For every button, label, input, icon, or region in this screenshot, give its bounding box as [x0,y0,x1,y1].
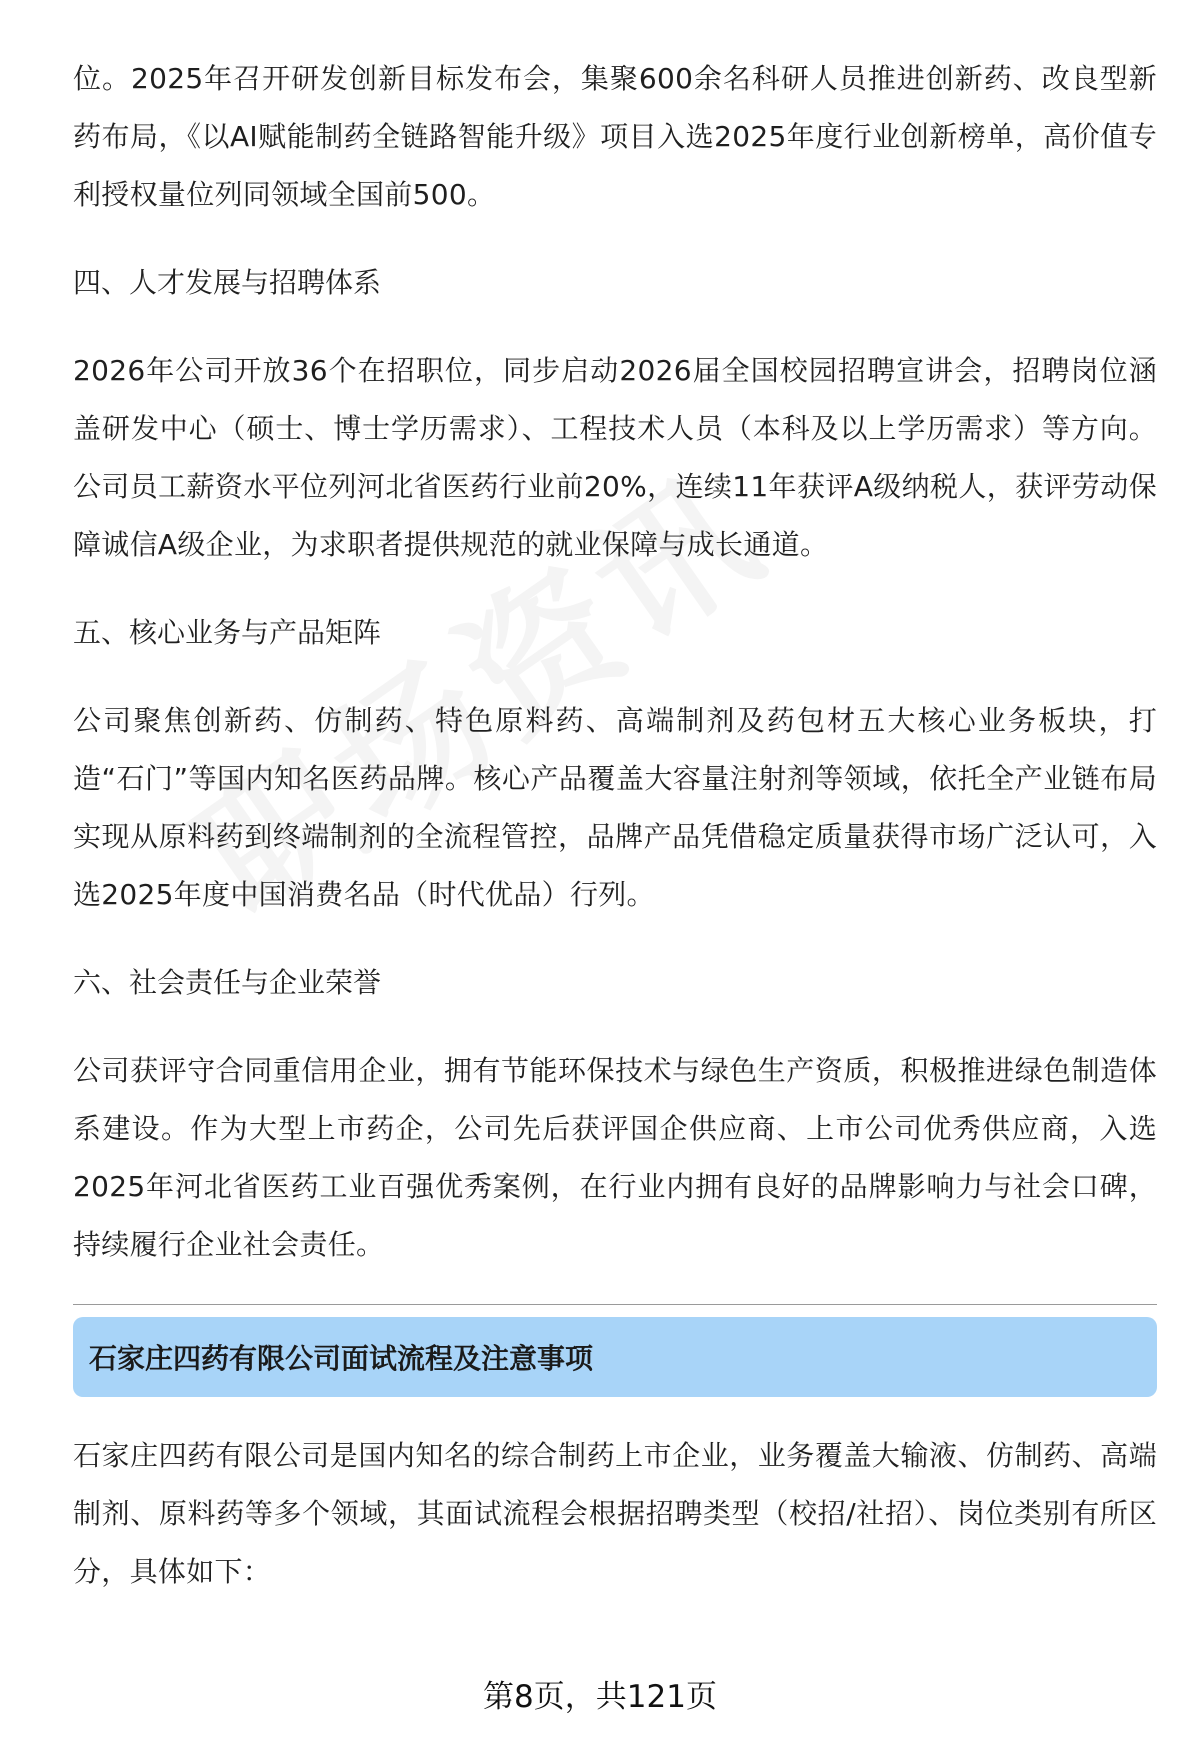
heading-talent: 四、人才发展与招聘体系 [73,266,382,299]
section-banner [73,1317,1157,1397]
page-number: 第8页，共121页 [483,1679,717,1715]
section-banner-title: 石家庄四药有限公司面试流程及注意事项 [89,1342,594,1375]
paragraph-business: 公司聚焦创新药、仿制药、特色原料药、高端制剂及药包材五大核心业务板块，打造“石门”等国内知名医药品牌。核心产品覆盖大容量注射剂等领域，依托全产业链布局实现从原料药到终端制剂的全流程管控，品牌产品凭借稳定质量获得市场广泛认可，入选2025年度中国消费名品（时代优品）行列。 [73,704,1157,911]
document-body [73,50,1157,1631]
section-divider [73,1304,1157,1305]
heading-responsibility: 六、社会责任与企业荣誉 [73,966,382,999]
paragraph-talent: 2026年公司开放36个在招职位，同步启动2026届全国校园招聘宣讲会，招聘岗位涵盖研发中心（硕士、博士学历需求）、工程技术人员（本科及以上学历需求）等方向。公司员工薪资水平位列河北省医药行业前20%，连续11年获评A级纳税人，获评劳动保障诚信A级企业，为求职者提供规范的就业保障与成长通道。 [73,354,1157,561]
paragraph-rd-tail: 位。2025年召开研发创新目标发布会，集聚600余名科研人员推进创新药、改良型新药布局，《以AI赋能制药全链路智能升级》项目入选2025年度行业创新榜单，高价值专利授权量位列同领域全国前500。 [73,62,1157,211]
paragraph-interview-intro: 石家庄四药有限公司是国内知名的综合制药上市企业，业务覆盖大输液、仿制药、高端制剂、原料药等多个领域，其面试流程会根据招聘类型（校招/社招）、岗位类别有所区分，具体如下： [73,1439,1157,1588]
heading-business: 五、核心业务与产品矩阵 [73,616,382,649]
paragraph-responsibility: 公司获评守合同重信用企业，拥有节能环保技术与绿色生产资质，积极推进绿色制造体系建设。作为大型上市药企，公司先后获评国企供应商、上市公司优秀供应商，入选2025年河北省医药工业百强优秀案例，在行业内拥有良好的品牌影响力与社会口碑，持续履行企业社会责任。 [73,1054,1157,1261]
